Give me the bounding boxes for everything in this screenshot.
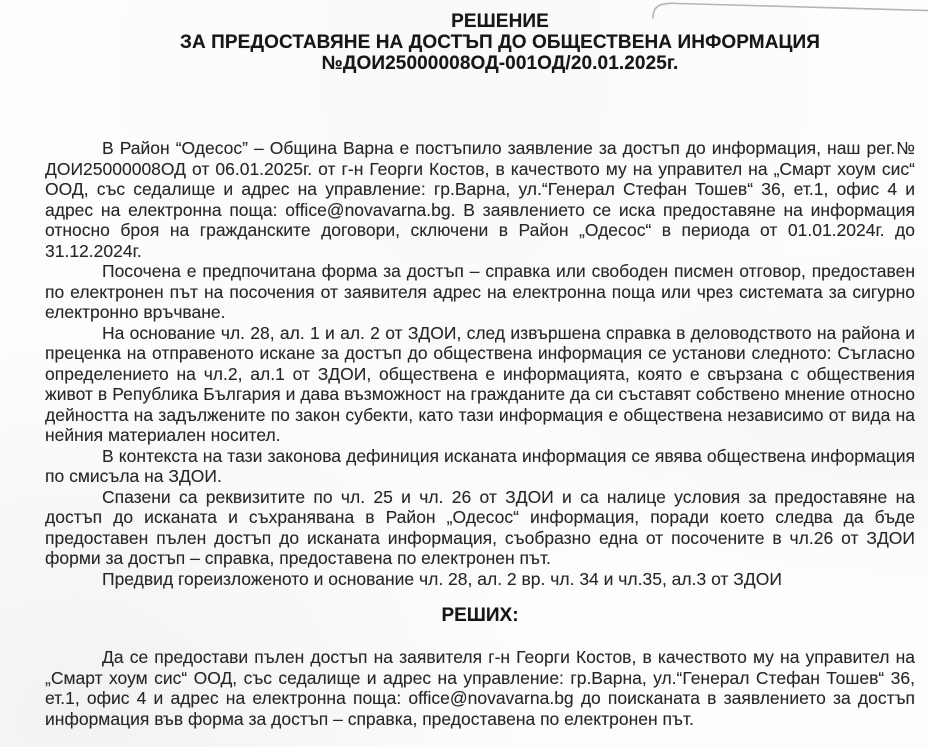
document-header	[95, 11, 905, 74]
document-reference-number: №ДОИ25000008ОД-001ОД/20.01.2025г.	[321, 53, 679, 74]
paragraph-considering-the-above: Предвид гореизложеното и основание чл. 28, ал. 2 вр. чл. 34 и чл.35, ал.3 от ЗДОИ	[102, 568, 782, 589]
paragraph-public-information-definition: В контекста на тази законова дефиниция исканата информация се явява обществена информация по смисъла на ЗДОИ.	[45, 445, 915, 486]
paragraph-preferred-access-form: Посочена е предпочитана форма за достъп – справка или свободен писмен отговор, предоставен по електронен път на посочения от заявителя адрес на електронна поща или чрез системата за сигурно електронно връчване.	[45, 261, 915, 322]
decision-heading: РЕШИХ:	[441, 605, 519, 626]
paragraph-application-intro: В Район “Одесос” – Община Варна е постъпило заявление за достъп до информация, наш рег.№ ДОИ25000008ОД от 06.01.2025г. от г-н Георги Костов, в качеството му на управител на „Смарт хоум сис“ ООД, със седалище и адрес на управление: гр.Варна, ул.“Генерал Стефан Тошев“ 36, ет.1, офис 4 и адрес на електронна поща: office@novavarna.bg. В заявлението се иска предоставяне на информация относно броя на гражданските договори, сключени в Район „Одесос“ в периода от 01.01.2024г. до 31.12.2024г.	[45, 138, 915, 261]
document-body	[45, 138, 915, 729]
document-title: РЕШЕНИЕ	[451, 11, 549, 32]
document-subtitle: ЗА ПРЕДОСТАВЯНЕ НА ДОСТЪП ДО ОБЩЕСТВЕНА ИНФОРМАЦИЯ	[179, 32, 821, 53]
paragraph-requirements-met: Спазени са реквизитите по чл. 25 и чл. 26 от ЗДОИ и са налице условия за предоставяне на достъп до исканата и съхранявана в Район „Одесос“ информация, поради което следва да бъде предоставен пълен достъп до исканата информация, съобразно една от посочените в чл.26 от ЗДОИ форми за достъп – справка, предоставена по електронен път.	[45, 486, 915, 568]
paragraph-legal-grounds: На основание чл. 28, ал. 1 и ал. 2 от ЗДОИ, след извършена справка в деловодството на района и преценка на отправеното искане за достъп до обществена информация се установи следното: Съгласно определението на чл.2, ал.1 от ЗДОИ, обществена е информацията, която е свързана с обществения живот в Република България и дава възможност на гражданите да си съставят собствено мнение относно дейността на задължените по закон субекти, като тази информация е обществена независимо от вида на нейния материален носител.	[45, 322, 915, 445]
paragraph-decision-grant-access: Да се предостави пълен достъп на заявителя г-н Георги Костов, в качеството му на управител на „Смарт хоум сис“ ООД, със седалище и адрес на управление: гр.Варна, ул.“Генерал Стефан Тошев“ 36, ет.1, офис 4 и адрес на електронна поща: office@novavarna.bg до поисканата в заявлението за достъп информация във форма за достъп – справка, предоставена по електронен път.	[45, 647, 915, 729]
